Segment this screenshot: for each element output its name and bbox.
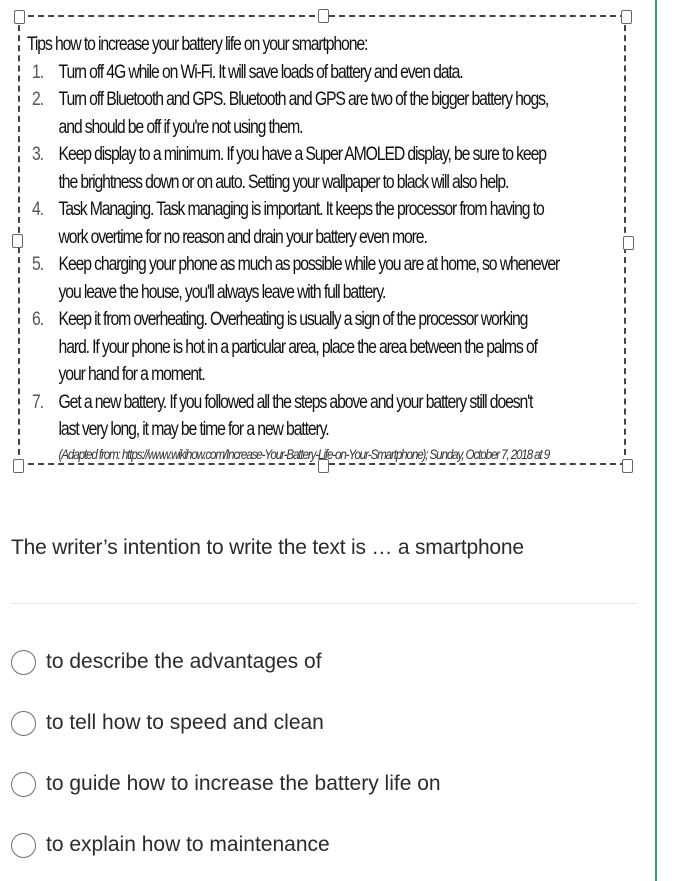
answer-option-label: to guide how to increase the battery life on: [46, 772, 441, 795]
tip-line: your hand for a moment.: [58, 364, 205, 385]
tips-list: [27, 59, 623, 444]
right-accent-border: [655, 0, 657, 881]
tip-number: 3.: [31, 144, 43, 165]
tip-line: Get a new battery. If you followed all the steps above and your battery still doesn't: [58, 391, 533, 413]
tip-line: Turn off Bluetooth and GPS. Bluetooth and GPS are two of the bigger battery hogs,: [58, 89, 549, 110]
answer-option-label: to tell how to speed and clean: [46, 711, 324, 734]
tip-item: [27, 251, 623, 306]
answer-option-label: to explain how to maintenance: [46, 833, 330, 856]
passage-image: [10, 6, 640, 480]
question-text: The writer’s intention to write the text is … a smartphone: [11, 536, 524, 559]
frame-handle-bottom-right: [622, 459, 633, 473]
tip-item: [27, 389, 623, 444]
frame-handle-top-left: [14, 10, 25, 24]
frame-handle-top-right: [621, 10, 632, 24]
answer-option[interactable]: [11, 769, 441, 799]
tip-line: Keep it from overheating. Overheating is usually a sign of the processor working: [58, 309, 528, 330]
tip-item: [27, 196, 623, 251]
tip-line: work overtime for no reason and drain your battery even more.: [58, 226, 427, 248]
tip-item: [27, 306, 623, 389]
tip-line: Keep charging your phone as much as possible while you are at home, so whenever: [58, 254, 560, 275]
radio-button[interactable]: [11, 650, 36, 675]
frame-handle-top-mid: [318, 9, 329, 23]
tip-number: 1.: [31, 61, 43, 83]
tip-line: the brightness down or on auto. Setting your wallpaper to black will also help.: [58, 171, 509, 193]
tip-item: [27, 59, 623, 87]
tip-line: and should be off if you're not using them.: [58, 116, 303, 138]
radio-button[interactable]: [11, 711, 36, 736]
answer-option[interactable]: [11, 830, 330, 860]
tip-number: 5.: [31, 254, 43, 275]
passage-heading: Tips how to increase your battery life on your smartphone:: [27, 34, 368, 55]
tip-item: [27, 141, 623, 196]
question-divider: [11, 603, 637, 604]
answer-option-label: to describe the advantages of: [46, 650, 322, 673]
answer-option[interactable]: [11, 647, 322, 677]
answer-option[interactable]: [11, 708, 324, 738]
tip-line: last very long, it may be time for a new battery.: [58, 419, 329, 440]
tip-number: 7.: [31, 391, 43, 413]
tip-item: [27, 86, 623, 141]
tip-line: hard. If your phone is hot in a particular area, place the area between the palms of: [58, 336, 537, 358]
frame-handle-mid-right: [623, 236, 634, 250]
tip-line: Turn off 4G while on Wi-Fi. It will save loads of battery and even data.: [58, 61, 463, 83]
tip-number: 2.: [31, 89, 43, 110]
frame-handle-bottom-left: [13, 459, 24, 473]
frame-handle-mid-left: [12, 234, 23, 248]
tip-number: 6.: [31, 309, 43, 330]
radio-button[interactable]: [11, 833, 36, 858]
radio-button[interactable]: [11, 772, 36, 797]
tip-line: Task Managing. Task managing is important. It keeps the processor from having to: [58, 199, 544, 220]
tip-line: Keep display to a minimum. If you have a Super AMOLED display, be sure to keep: [58, 144, 546, 165]
passage-text: [27, 31, 623, 463]
source-citation: (Adapted from: https://www.wikihow.com/Increase-Your-Battery-Life-on-Your-Smartphone); Sunday, October 7, 2018 at 9: [58, 445, 550, 462]
tip-number: 4.: [31, 199, 43, 220]
tip-line: you leave the house, you'll always leave with full battery.: [58, 281, 386, 303]
